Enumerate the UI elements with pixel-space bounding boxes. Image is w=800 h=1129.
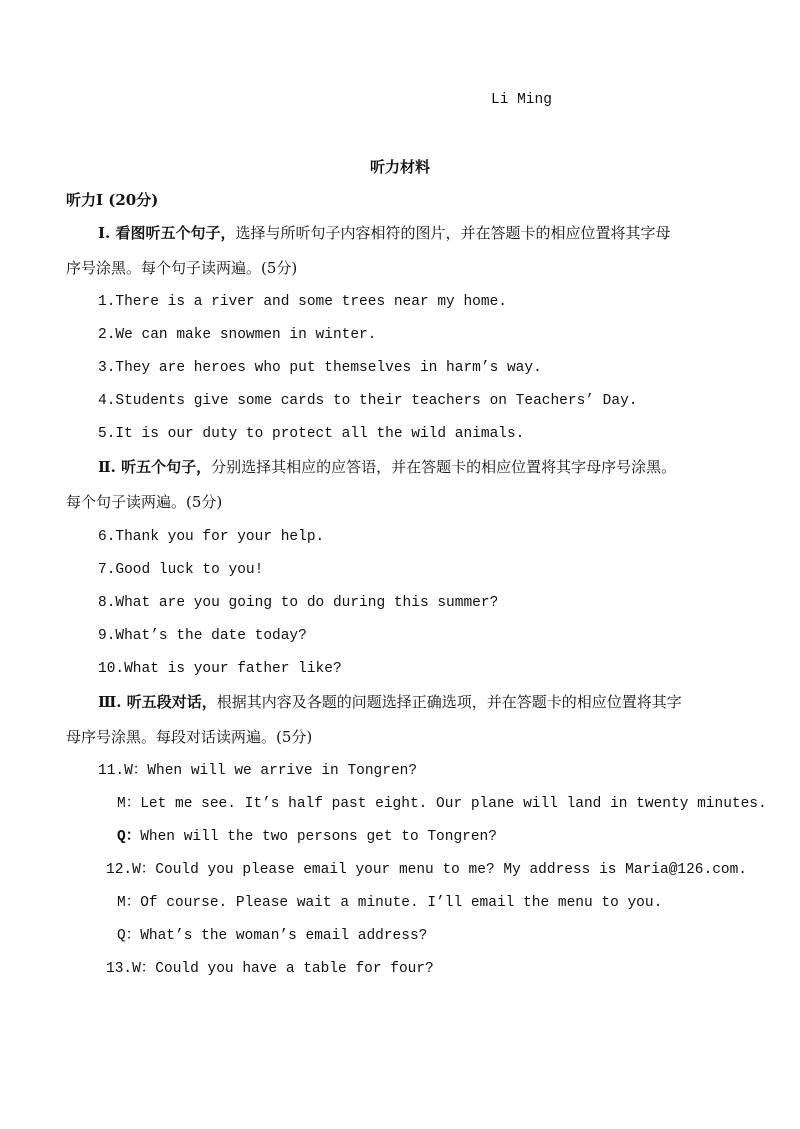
signature: Li Ming: [491, 92, 552, 108]
part1-rest1: 选择与所听句子内容相符的图片，并在答题卡的相应位置将其字母: [235, 224, 671, 242]
list-item: 5.It is our duty to protect all the wild animals.: [98, 426, 525, 442]
question-text: When will the two persons get to Tongren?: [140, 829, 497, 845]
dialogue-question: [117, 926, 427, 946]
part2-instruction-line1: [98, 457, 676, 477]
question-label: Q：: [117, 829, 141, 845]
dialogue-line: 11.W：When will we arrive in Tongren?: [98, 763, 418, 779]
part3-instruction-line1: [98, 692, 682, 712]
section-heading: 听力Ⅰ (20分): [66, 191, 159, 209]
list-item: 9.What’s the date today?: [98, 628, 307, 644]
dialogue-line: 12.W：Could you please email your menu to me? My address is Maria@126.com.: [106, 862, 748, 878]
dialogue-line: M：Of course. Please wait a minute. I’ll email the menu to you.: [117, 895, 663, 911]
part1-instruction-line2: 序号涂黑。每个句子读两遍。(5分): [66, 259, 298, 277]
part3-lead: Ⅲ. 听五段对话，: [98, 693, 217, 711]
list-item: 6.Thank you for your help.: [98, 529, 325, 545]
part1-instruction-line1: [98, 223, 670, 243]
list-item: 4.Students give some cards to their teachers on Teachers’ Day.: [98, 393, 638, 409]
part2-lead: Ⅱ. 听五个句子，: [98, 458, 212, 476]
dialogue-question: [117, 827, 497, 847]
list-item: 2.We can make snowmen in winter.: [98, 327, 377, 343]
page-title: 听力材料: [369, 158, 430, 176]
question-label: Q：: [117, 928, 141, 944]
part3-instruction-line2: 母序号涂黑。每段对话读两遍。(5分): [66, 728, 313, 746]
list-item: 7.Good luck to you!: [98, 562, 264, 578]
list-item: 3.They are heroes who put themselves in harm’s way.: [98, 360, 542, 376]
list-item: 10.What is your father like?: [98, 661, 342, 677]
part1-lead: Ⅰ. 看图听五个句子，: [98, 224, 236, 242]
list-item: 1.There is a river and some trees near my home.: [98, 294, 507, 310]
part2-rest1: 分别选择其相应的应答语，并在答题卡的相应位置将其字母序号涂黑。: [211, 458, 677, 476]
question-text: What’s the woman’s email address?: [140, 928, 428, 944]
dialogue-line: 13.W：Could you have a table for four?: [106, 961, 434, 977]
part3-rest1: 根据其内容及各题的问题选择正确选项，并在答题卡的相应位置将其字: [216, 693, 682, 711]
list-item: 8.What are you going to do during this summer?: [98, 595, 499, 611]
dialogue-line: M：Let me see. It’s half past eight. Our plane will land in twenty minutes.: [117, 796, 767, 812]
part2-instruction-line2: 每个句子读两遍。(5分): [66, 493, 223, 511]
